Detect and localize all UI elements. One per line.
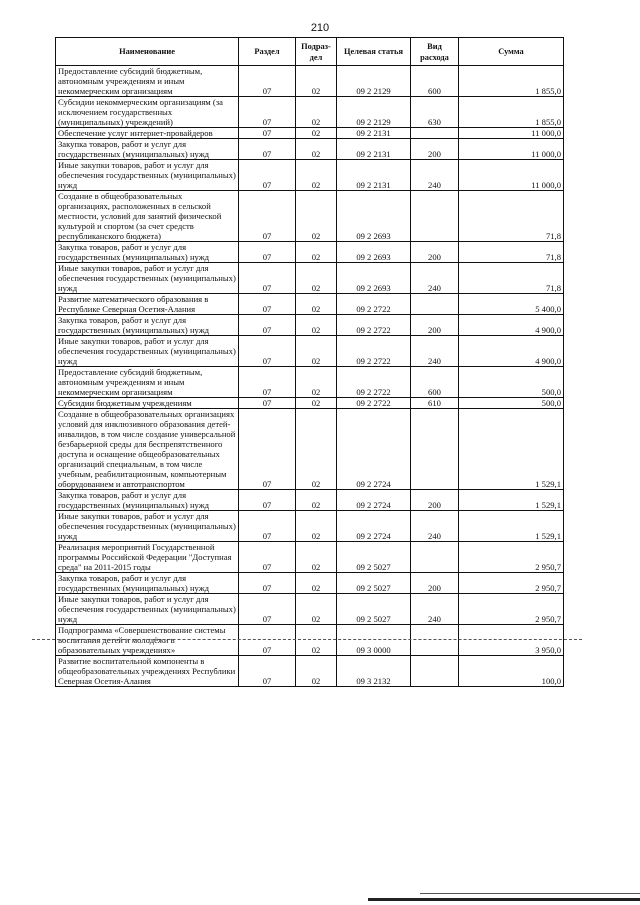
row-article: 09 2 2724 <box>337 511 411 542</box>
row-subsection: 02 <box>296 315 337 336</box>
header-expense-type: Вид расхода <box>411 38 459 66</box>
budget-table <box>55 37 564 687</box>
row-section: 07 <box>239 128 296 139</box>
header-target-article: Целевая статья <box>337 38 411 66</box>
row-type: 600 <box>411 66 459 97</box>
row-article: 09 2 5027 <box>337 573 411 594</box>
row-name: Создание в общеобразовательных организациях, расположенных в сельской местности, условий для занятий физической культурой и спортом (за счет средств республиканского бюджета) <box>56 191 239 242</box>
row-subsection: 02 <box>296 160 337 191</box>
row-section: 07 <box>239 336 296 367</box>
row-type: 600 <box>411 367 459 398</box>
row-article: 09 2 5027 <box>337 542 411 573</box>
row-amount: 1 855,0 <box>459 97 564 128</box>
row-subsection: 02 <box>296 542 337 573</box>
row-amount: 5 400,0 <box>459 294 564 315</box>
table-row <box>56 409 564 490</box>
table-row <box>56 315 564 336</box>
table-row <box>56 542 564 573</box>
row-type: 200 <box>411 242 459 263</box>
row-subsection: 02 <box>296 191 337 242</box>
table-row <box>56 128 564 139</box>
row-amount: 71,8 <box>459 263 564 294</box>
row-subsection: 02 <box>296 409 337 490</box>
row-amount: 3 950,0 <box>459 625 564 656</box>
row-section: 07 <box>239 294 296 315</box>
row-name: Иные закупки товаров, работ и услуг для обеспечения государственных (муниципальных) нужд <box>56 594 239 625</box>
row-name: Иные закупки товаров, работ и услуг для обеспечения государственных (муниципальных) нужд <box>56 160 239 191</box>
row-subsection: 02 <box>296 490 337 511</box>
row-article: 09 2 2131 <box>337 128 411 139</box>
row-type: 200 <box>411 315 459 336</box>
table-row <box>56 511 564 542</box>
row-subsection: 02 <box>296 263 337 294</box>
row-amount: 1 529,1 <box>459 409 564 490</box>
row-name: Подпрограмма «Совершенствование системы воспитания детей и молодёжи в образовательных учреждениях» <box>56 625 239 656</box>
row-type: 240 <box>411 263 459 294</box>
row-article: 09 3 0000 <box>337 625 411 656</box>
row-subsection: 02 <box>296 66 337 97</box>
table-row <box>56 191 564 242</box>
row-amount: 500,0 <box>459 367 564 398</box>
row-amount: 100,0 <box>459 656 564 687</box>
row-name: Реализация мероприятий Государственной программы Российской Федерации "Доступная среда" на 2011-2015 годы <box>56 542 239 573</box>
row-type <box>411 656 459 687</box>
row-article: 09 2 2129 <box>337 66 411 97</box>
row-article: 09 2 2129 <box>337 97 411 128</box>
row-amount: 71,8 <box>459 242 564 263</box>
row-amount: 1 855,0 <box>459 66 564 97</box>
row-subsection: 02 <box>296 573 337 594</box>
row-type: 200 <box>411 573 459 594</box>
row-section: 07 <box>239 191 296 242</box>
row-type: 200 <box>411 490 459 511</box>
row-article: 09 3 2132 <box>337 656 411 687</box>
row-type: 240 <box>411 511 459 542</box>
row-article: 09 2 2724 <box>337 490 411 511</box>
row-subsection: 02 <box>296 294 337 315</box>
row-name: Субсидии некоммерческим организациям (за исключением государственных (муниципальных) учреждений) <box>56 97 239 128</box>
row-subsection: 02 <box>296 511 337 542</box>
row-type: 200 <box>411 139 459 160</box>
row-section: 07 <box>239 594 296 625</box>
row-section: 07 <box>239 409 296 490</box>
row-subsection: 02 <box>296 594 337 625</box>
row-name: Развитие математического образования в Республике Северная Осетия-Алания <box>56 294 239 315</box>
row-name: Закупка товаров, работ и услуг для государственных (муниципальных) нужд <box>56 315 239 336</box>
row-article: 09 2 2693 <box>337 191 411 242</box>
table-row <box>56 139 564 160</box>
header-subsection: Подраз-дел <box>296 38 337 66</box>
row-article: 09 2 2693 <box>337 242 411 263</box>
row-subsection: 02 <box>296 336 337 367</box>
row-amount: 500,0 <box>459 398 564 409</box>
header-amount: Сумма <box>459 38 564 66</box>
row-section: 07 <box>239 542 296 573</box>
row-article: 09 2 2693 <box>337 263 411 294</box>
table-row <box>56 573 564 594</box>
bottom-edge-bar <box>368 898 640 901</box>
row-section: 07 <box>239 490 296 511</box>
row-subsection: 02 <box>296 398 337 409</box>
row-name: Закупка товаров, работ и услуг для государственных (муниципальных) нужд <box>56 490 239 511</box>
row-type <box>411 294 459 315</box>
row-amount: 11 000,0 <box>459 139 564 160</box>
table-row <box>56 656 564 687</box>
table-row <box>56 490 564 511</box>
row-section: 07 <box>239 160 296 191</box>
row-article: 09 2 2722 <box>337 315 411 336</box>
table-row <box>56 97 564 128</box>
row-type: 630 <box>411 97 459 128</box>
bottom-edge-mark <box>420 893 640 894</box>
row-name: Субсидии бюджетным учреждениям <box>56 398 239 409</box>
row-name: Иные закупки товаров, работ и услуг для обеспечения государственных (муниципальных) нужд <box>56 336 239 367</box>
row-subsection: 02 <box>296 97 337 128</box>
row-type <box>411 191 459 242</box>
row-article: 09 2 2131 <box>337 139 411 160</box>
row-name: Иные закупки товаров, работ и услуг для обеспечения государственных (муниципальных) нужд <box>56 263 239 294</box>
page-number: 210 <box>310 22 330 34</box>
table-row <box>56 294 564 315</box>
header-name: Наименование <box>56 38 239 66</box>
row-type <box>411 625 459 656</box>
row-type: 610 <box>411 398 459 409</box>
row-name: Иные закупки товаров, работ и услуг для обеспечения государственных (муниципальных) нужд <box>56 511 239 542</box>
row-article: 09 2 5027 <box>337 594 411 625</box>
row-type <box>411 128 459 139</box>
row-section: 07 <box>239 242 296 263</box>
table-row <box>56 594 564 625</box>
row-article: 09 2 2722 <box>337 294 411 315</box>
row-type <box>411 409 459 490</box>
row-name: Развитие воспитательной компоненты в общеобразовательных учреждениях Республики Северная Осетия-Алания <box>56 656 239 687</box>
table-row <box>56 160 564 191</box>
row-section: 07 <box>239 367 296 398</box>
table-row <box>56 336 564 367</box>
row-amount: 2 950,7 <box>459 542 564 573</box>
row-type: 240 <box>411 336 459 367</box>
header-row <box>56 38 564 66</box>
row-section: 07 <box>239 625 296 656</box>
table-row <box>56 625 564 656</box>
row-article: 09 2 2722 <box>337 336 411 367</box>
row-type: 240 <box>411 160 459 191</box>
row-article: 09 2 2131 <box>337 160 411 191</box>
table-row <box>56 66 564 97</box>
row-section: 07 <box>239 656 296 687</box>
scan-artifact-line <box>32 639 582 640</box>
row-subsection: 02 <box>296 128 337 139</box>
row-amount: 1 529,1 <box>459 490 564 511</box>
header-section: Раздел <box>239 38 296 66</box>
row-section: 07 <box>239 97 296 128</box>
row-name: Создание в общеобразовательных организациях условий для инклюзивного образования детей-инвалидов, в том числе создание универсальной безбарьерной среды для беспрепятственного доступа и оснащение общеобразовательных организаций специальным, в том числе учебным, реабилитационным, компьютерным оборудованием и автотранспортом <box>56 409 239 490</box>
row-subsection: 02 <box>296 139 337 160</box>
row-amount: 71,8 <box>459 191 564 242</box>
row-amount: 1 529,1 <box>459 511 564 542</box>
row-article: 09 2 2722 <box>337 398 411 409</box>
row-name: Закупка товаров, работ и услуг для государственных (муниципальных) нужд <box>56 139 239 160</box>
row-section: 07 <box>239 573 296 594</box>
row-section: 07 <box>239 66 296 97</box>
row-section: 07 <box>239 398 296 409</box>
row-amount: 11 000,0 <box>459 160 564 191</box>
table-row <box>56 242 564 263</box>
row-section: 07 <box>239 263 296 294</box>
row-amount: 4 900,0 <box>459 336 564 367</box>
row-subsection: 02 <box>296 625 337 656</box>
row-section: 07 <box>239 511 296 542</box>
table-row <box>56 263 564 294</box>
row-type <box>411 542 459 573</box>
row-amount: 2 950,7 <box>459 594 564 625</box>
row-article: 09 2 2724 <box>337 409 411 490</box>
row-type: 240 <box>411 594 459 625</box>
table-row <box>56 367 564 398</box>
row-amount: 4 900,0 <box>459 315 564 336</box>
row-name: Закупка товаров, работ и услуг для государственных (муниципальных) нужд <box>56 573 239 594</box>
row-section: 07 <box>239 315 296 336</box>
row-section: 07 <box>239 139 296 160</box>
row-name: Предоставление субсидий бюджетным, автономным учреждениям и иным некоммерческим организациям <box>56 66 239 97</box>
row-name: Обеспечение услуг интернет-провайдеров <box>56 128 239 139</box>
row-subsection: 02 <box>296 367 337 398</box>
table-row <box>56 398 564 409</box>
row-subsection: 02 <box>296 242 337 263</box>
row-name: Закупка товаров, работ и услуг для государственных (муниципальных) нужд <box>56 242 239 263</box>
row-amount: 2 950,7 <box>459 573 564 594</box>
row-subsection: 02 <box>296 656 337 687</box>
row-amount: 11 000,0 <box>459 128 564 139</box>
row-article: 09 2 2722 <box>337 367 411 398</box>
row-name: Предоставление субсидий бюджетным, автономным учреждениям и иным некоммерческим организациям <box>56 367 239 398</box>
